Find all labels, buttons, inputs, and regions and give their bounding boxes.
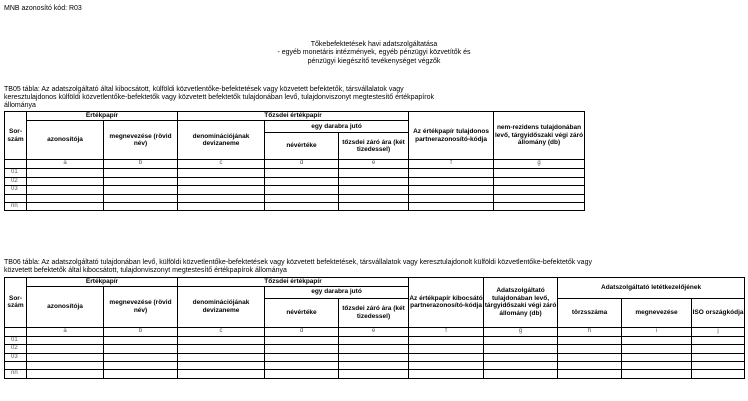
col-header-sorszam: Sor-szám: [5, 112, 27, 160]
col-header-adatszolgaltato: Adatszolgáltató tulajdonában levő, tárgyidőszaki végi záró állomány (db): [484, 278, 558, 328]
col-header-partner: Az értékpapír kibocsátó partnerazonosító-kódja: [409, 278, 484, 328]
col-header-iso: ISO országkódja: [692, 298, 745, 327]
data-cell[interactable]: [339, 336, 409, 345]
letter-cell: a: [27, 327, 104, 336]
data-cell[interactable]: [27, 169, 104, 178]
row-number: 01: [5, 336, 27, 345]
data-cell[interactable]: [27, 194, 104, 202]
tb05-caption-line-1: TB05 tábla: Az adatszolgáltató által kibocsátott, külföldi közvetlentőke-befektetések vagy közvetett befektetők, társvállalatok vagy: [4, 86, 404, 93]
tb05-caption-line-2: keresztulajdonos külföldi közvetlentőke-befektetők vagy közvetett befektetők tulajdonában levő, tulajdonviszonyt megtestesítő értékpapírok: [4, 94, 434, 101]
col-header-ertekpapir: Értékpapír: [27, 112, 178, 121]
col-header-tozsdei: Tőzsdei értékpapír: [178, 112, 409, 121]
data-cell[interactable]: [622, 353, 692, 362]
tb06-table: [4, 277, 745, 379]
data-cell[interactable]: [104, 345, 178, 354]
data-cell[interactable]: [27, 186, 104, 195]
col-header-azonositoja: azonosítója: [27, 121, 104, 160]
letter-cell: e: [339, 327, 409, 336]
letter-cell: h: [558, 327, 622, 336]
form-code: MNB azonosító kód: R03: [4, 5, 82, 12]
data-cell[interactable]: [484, 345, 558, 354]
data-cell[interactable]: [692, 353, 745, 362]
letter-cell: d: [265, 160, 339, 169]
tb06-caption-line-1: TB06 tábla: Az adatszolgáltató tulajdonában levő, külföldi közvetlentőke-befektetések vagy közvetett befektetések, társvállalatok vagy keresztulajdonolt külföldi közvetlentőke-befektetők vagy: [4, 259, 592, 266]
data-cell[interactable]: [178, 169, 265, 178]
letter-cell: i: [622, 327, 692, 336]
letter-cell: b: [104, 327, 178, 336]
row-number: [5, 362, 27, 370]
data-cell[interactable]: [409, 345, 484, 354]
col-header-zaro-ar: tőzsdei záró ára (két tizedessel): [339, 298, 409, 327]
data-cell[interactable]: [104, 370, 178, 379]
tb05-caption-line-3: állománya: [4, 102, 36, 109]
data-cell[interactable]: [265, 345, 339, 354]
data-cell[interactable]: [265, 370, 339, 379]
letter-cell: a: [27, 160, 104, 169]
data-cell[interactable]: [339, 370, 409, 379]
report-title-line-1: Tőkebefektetések havi adatszolgáltatása: [310, 41, 438, 48]
data-cell[interactable]: [27, 362, 104, 370]
letter-cell: g: [484, 327, 558, 336]
col-header-partner: Az értékpapír tulajdonos partnerazonosító-kódja: [409, 112, 494, 160]
col-header-egy-darabra: egy darabra jutó: [265, 121, 409, 133]
letter-cell: b: [104, 160, 178, 169]
row-number: 01: [5, 169, 27, 178]
data-cell[interactable]: [494, 202, 585, 211]
data-cell[interactable]: [409, 194, 494, 202]
data-cell[interactable]: [494, 194, 585, 202]
data-cell[interactable]: [178, 353, 265, 362]
data-cell[interactable]: [265, 336, 339, 345]
data-cell[interactable]: [558, 353, 622, 362]
data-cell[interactable]: [265, 177, 339, 186]
tb06-caption-line-2: közvetett befektetők által kibocsátott, tulajdonviszonyt megtestesítő értékpapírok állománya: [4, 267, 287, 274]
data-cell[interactable]: [178, 362, 265, 370]
data-cell[interactable]: [409, 370, 484, 379]
col-header-denominacio: denominációjának devizaneme: [178, 121, 265, 160]
col-header-tozsdei: Tőzsdei értékpapír: [178, 278, 409, 287]
col-header-torzsszama: törzsszáma: [558, 298, 622, 327]
data-cell[interactable]: [27, 370, 104, 379]
data-cell[interactable]: [409, 202, 494, 211]
col-header-nevertek: névértéke: [265, 133, 339, 160]
row-number: 02: [5, 177, 27, 186]
data-cell[interactable]: [558, 345, 622, 354]
data-cell[interactable]: [494, 177, 585, 186]
data-cell[interactable]: [409, 362, 484, 370]
report-title-line-3: pénzügyi kiegészítő tevékenységet végzők: [307, 58, 441, 65]
data-cell[interactable]: [104, 353, 178, 362]
data-cell[interactable]: [339, 202, 409, 211]
data-cell[interactable]: [692, 345, 745, 354]
letter-cell: d: [265, 327, 339, 336]
col-header-ertekpapir: Értékpapír: [27, 278, 178, 287]
data-cell[interactable]: [265, 202, 339, 211]
data-cell[interactable]: [409, 336, 484, 345]
data-cell[interactable]: [178, 345, 265, 354]
letter-cell: j: [692, 327, 745, 336]
data-cell[interactable]: [622, 336, 692, 345]
row-number: nn: [5, 370, 27, 379]
data-cell[interactable]: [104, 186, 178, 195]
data-cell[interactable]: [104, 194, 178, 202]
data-cell[interactable]: [178, 370, 265, 379]
data-cell[interactable]: [409, 186, 494, 195]
col-header-megnevezese-letet: megnevezése: [622, 298, 692, 327]
col-header-egy-darabra: egy darabra jutó: [265, 286, 409, 298]
data-cell[interactable]: [558, 370, 622, 379]
data-cell[interactable]: [27, 336, 104, 345]
letter-cell: c: [178, 160, 265, 169]
data-cell[interactable]: [339, 345, 409, 354]
data-cell[interactable]: [494, 169, 585, 178]
data-cell[interactable]: [409, 177, 494, 186]
data-cell[interactable]: [265, 353, 339, 362]
row-number: 02: [5, 345, 27, 354]
data-cell[interactable]: [27, 353, 104, 362]
row-number: 03: [5, 186, 27, 195]
data-cell[interactable]: [27, 345, 104, 354]
data-cell[interactable]: [339, 194, 409, 202]
row-number: 03: [5, 353, 27, 362]
letter-cell: [5, 160, 27, 169]
data-cell[interactable]: [178, 186, 265, 195]
data-cell[interactable]: [622, 370, 692, 379]
data-cell[interactable]: [558, 336, 622, 345]
letter-cell: c: [178, 327, 265, 336]
data-cell[interactable]: [178, 177, 265, 186]
data-cell[interactable]: [104, 177, 178, 186]
data-cell[interactable]: [178, 202, 265, 211]
data-cell[interactable]: [558, 362, 622, 370]
data-cell[interactable]: [104, 169, 178, 178]
data-cell[interactable]: [178, 336, 265, 345]
data-cell[interactable]: [178, 194, 265, 202]
row-number: nn: [5, 202, 27, 211]
report-title-line-2: - egyéb monetáris intézmények, egyéb pénzügyi közvetítők és: [277, 49, 471, 56]
tb05-table: [4, 111, 585, 211]
data-cell[interactable]: [484, 370, 558, 379]
letter-cell: g: [494, 160, 585, 169]
data-cell[interactable]: [484, 336, 558, 345]
data-cell[interactable]: [27, 202, 104, 211]
data-cell[interactable]: [339, 177, 409, 186]
letter-cell: [5, 327, 27, 336]
row-number: [5, 194, 27, 202]
col-header-azonositoja: azonosítója: [27, 286, 104, 327]
data-cell[interactable]: [339, 186, 409, 195]
data-cell[interactable]: [104, 336, 178, 345]
data-cell[interactable]: [484, 353, 558, 362]
data-cell[interactable]: [692, 362, 745, 370]
data-cell[interactable]: [484, 362, 558, 370]
data-cell[interactable]: [104, 202, 178, 211]
col-header-nevertek: névértéke: [265, 298, 339, 327]
data-cell[interactable]: [622, 362, 692, 370]
data-cell[interactable]: [692, 370, 745, 379]
col-header-denominacio: denominációjának devizaneme: [178, 286, 265, 327]
letter-cell: f: [409, 327, 484, 336]
col-header-megnevezese: megnevezése (rövid név): [104, 286, 178, 327]
data-cell[interactable]: [265, 362, 339, 370]
col-header-letetkezelo: Adatszolgáltató letétkezelőjének: [558, 278, 745, 299]
letter-cell: e: [339, 160, 409, 169]
letter-cell: f: [409, 160, 494, 169]
data-cell[interactable]: [265, 169, 339, 178]
col-header-zaro-ar: tőzsdei záró ára (két tizedessel): [339, 133, 409, 160]
data-cell[interactable]: [692, 336, 745, 345]
data-cell[interactable]: [622, 345, 692, 354]
col-header-nemrezidens: nem-rezidens tulajdonában levő, tárgyidőszaki végi záró állomány (db): [494, 112, 585, 160]
data-cell[interactable]: [409, 353, 484, 362]
col-header-megnevezese: megnevezése (rövid név): [104, 121, 178, 160]
data-cell[interactable]: [104, 362, 178, 370]
data-cell[interactable]: [339, 362, 409, 370]
data-cell[interactable]: [339, 169, 409, 178]
data-cell[interactable]: [494, 186, 585, 195]
data-cell[interactable]: [265, 194, 339, 202]
data-cell[interactable]: [409, 169, 494, 178]
col-header-sorszam: Sor-szám: [5, 278, 27, 328]
data-cell[interactable]: [265, 186, 339, 195]
data-cell[interactable]: [27, 177, 104, 186]
data-cell[interactable]: [339, 353, 409, 362]
